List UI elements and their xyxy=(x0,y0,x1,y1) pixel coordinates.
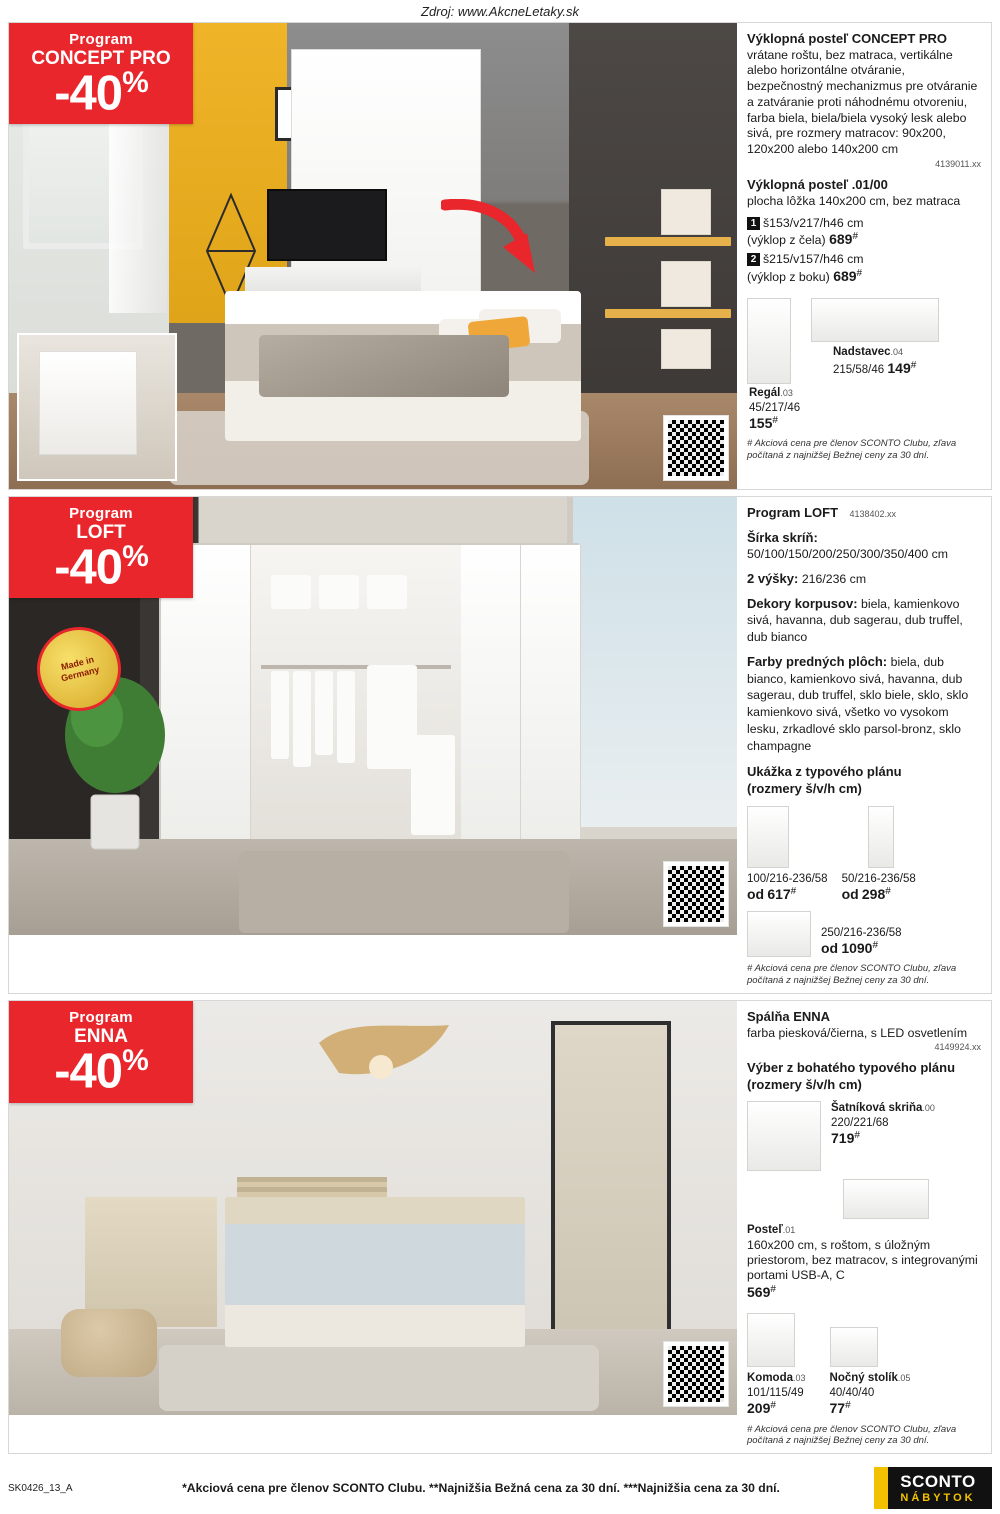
price-hash: # xyxy=(885,886,891,898)
promo-badge-loft xyxy=(9,497,193,598)
item-suffix: .03 xyxy=(793,1373,806,1384)
promo-badge-concept-pro xyxy=(9,23,193,124)
price-hash: # xyxy=(872,940,879,952)
footnote: # Akciová cena pre členov SCONTO Clubu, zľava počítaná z najnižšej Bežnej ceny za 30 dní. xyxy=(747,963,957,987)
plan-item-dims: 50/216-236/58 xyxy=(841,872,916,885)
footnote: # Akciová cena pre členov SCONTO Clubu, zľava počítaná z najnižšej Bežnej ceny za 30 dní. xyxy=(747,1423,957,1447)
promo-program-label: Program xyxy=(69,505,133,522)
section-enna xyxy=(8,1000,992,1454)
wall-shelf xyxy=(605,309,731,318)
item-wardrobe xyxy=(747,1101,981,1171)
hanging-garment xyxy=(293,671,311,767)
carpet xyxy=(239,851,569,933)
plan-title: Výber z bohatého typového plánu (rozmery š/v/h cm) xyxy=(747,1060,956,1092)
variant-dims: š153/v217/h46 cm xyxy=(763,215,864,230)
hanging-garment xyxy=(337,671,355,763)
spec-value: 50/100/150/200/250/300/350/400 cm xyxy=(747,547,949,562)
variant-note: (výklop z boku) xyxy=(747,270,830,285)
variant-number: 1 xyxy=(747,217,760,230)
promo-percent: % xyxy=(122,66,148,100)
promo-program-name: ENNA xyxy=(74,1026,128,1048)
plan-title: Ukážka z typového plánu xyxy=(747,764,902,780)
blanket xyxy=(259,335,509,397)
price-hash: # xyxy=(854,1130,860,1142)
enna-info xyxy=(737,1001,991,1453)
spec-row xyxy=(747,571,981,588)
variant-description: plocha lôžka 140x200 cm, bez matraca xyxy=(747,193,961,208)
closed-wall-bed xyxy=(39,351,137,455)
variant-number: 2 xyxy=(747,253,760,266)
accessory-regal-text xyxy=(749,386,981,432)
shelf-box xyxy=(319,575,359,609)
accessory-price: 155 xyxy=(749,414,773,431)
item-dims: 40/40/40 xyxy=(829,1386,875,1399)
rug xyxy=(159,1345,599,1411)
item-price: 77 xyxy=(829,1400,846,1417)
item-description: 160x200 cm, s roštom, s úložným priestorom, bez matracov, s integrovanými portami USB-A, C xyxy=(747,1237,978,1283)
spec-label: Dekory korpusov: xyxy=(747,595,858,611)
plan-heading xyxy=(747,764,981,797)
item-name: Posteľ xyxy=(747,1224,783,1237)
storage-box xyxy=(661,189,711,235)
program-title-row xyxy=(747,505,981,522)
item-name: Nočný stolík xyxy=(829,1372,898,1385)
pouf xyxy=(61,1309,157,1377)
promo-program-name: LOFT xyxy=(76,522,126,544)
accessory-name: Nadstavec xyxy=(833,346,891,359)
item-nocny-stolik xyxy=(830,1313,911,1417)
item-row xyxy=(747,1313,981,1417)
section-loft xyxy=(8,496,992,994)
qr-code[interactable] xyxy=(663,1341,729,1407)
plan-item-price: 1090 xyxy=(841,939,873,956)
variant-row xyxy=(747,215,981,250)
product-title: Program LOFT xyxy=(747,505,839,520)
plan-item-price: 298 xyxy=(861,885,886,902)
price-hash: # xyxy=(852,231,858,243)
spec-label: 2 výšky: xyxy=(747,570,799,586)
variant-note: (výklop z čela) xyxy=(747,233,826,248)
storage-box xyxy=(661,329,711,369)
wall-shelf xyxy=(605,237,731,246)
internal-drawers xyxy=(411,735,455,835)
nadstavec-thumbnail xyxy=(811,298,939,342)
enna-photo xyxy=(9,1001,737,1415)
variant-row xyxy=(747,251,981,286)
hanging-dress xyxy=(367,665,417,769)
shelf-box xyxy=(367,575,407,609)
item-name: Komoda xyxy=(747,1372,793,1385)
promo-percent: % xyxy=(122,540,148,574)
product-description: vrátane roštu, bez matraca, vertikálne alebo horizontálne otváranie, bezpečnostný mechanizmus pre otváranie a zatváranie proti náhodnému otvoreniu, farba biela, biela/biela vysoký lesk alebo sivá, pre rozmery matracov: 90x200, 120x200 alebo 140x200 cm xyxy=(747,47,978,157)
item-name: Šatníková skriňa xyxy=(831,1102,923,1115)
plan-items xyxy=(747,806,981,904)
item-suffix: .01 xyxy=(782,1225,796,1236)
accessory-dims: 215/58/46 xyxy=(833,363,885,376)
promo-discount: -40 xyxy=(54,1044,123,1099)
item-suffix: .05 xyxy=(897,1373,911,1384)
red-arrow-icon xyxy=(441,199,537,277)
plan-item xyxy=(747,806,828,904)
enna-bed xyxy=(225,1197,525,1347)
accessory-price: 149 xyxy=(887,359,911,376)
plan-item-price-prefix: od xyxy=(841,885,859,902)
plan-subtitle: (rozmery š/v/h cm) xyxy=(747,780,862,796)
product-code: 4138402.xx xyxy=(849,509,897,519)
promo-discount: -40 xyxy=(54,66,123,121)
variant-title: Výklopná posteľ .01/00 xyxy=(747,177,888,193)
logo-line-2: NÁBYTOK xyxy=(900,1492,976,1505)
variant-price: 689 xyxy=(833,268,857,285)
spec-value: biela, kamienkovo sivá, havanna, dub sagerau, dub truffel, dub bianco xyxy=(747,596,963,645)
wardrobe-door xyxy=(461,545,521,841)
item-dims: 220/221/68 xyxy=(831,1116,889,1129)
plan-item-thumbnail xyxy=(868,806,894,868)
item-dims: 101/115/49 xyxy=(747,1386,804,1399)
window xyxy=(567,497,737,827)
storage-box xyxy=(661,261,711,307)
promo-program-name: CONCEPT PRO xyxy=(31,48,171,70)
qr-code[interactable] xyxy=(663,861,729,927)
accessory-suffix: .03 xyxy=(780,388,793,399)
promo-discount: -40 xyxy=(54,540,123,595)
product-description: farba piesková/čierna, s LED osvetlením xyxy=(747,1025,968,1040)
qr-code-image xyxy=(668,1346,724,1402)
promo-percent: % xyxy=(122,1044,148,1078)
dresser xyxy=(85,1197,217,1327)
regal-thumbnail xyxy=(747,298,791,384)
variant-price: 689 xyxy=(829,231,853,248)
promo-program-label: Program xyxy=(69,1009,133,1027)
product-code: 4139011.xx xyxy=(935,158,981,169)
spec-row xyxy=(747,596,981,646)
price-hash: # xyxy=(845,1400,851,1412)
loft-photo xyxy=(9,497,737,935)
price-hash: # xyxy=(790,886,797,898)
wardrobe-thumbnail xyxy=(747,1101,821,1171)
item-komoda xyxy=(747,1313,806,1417)
nocny-stolik-thumbnail xyxy=(830,1327,878,1367)
spec-row xyxy=(747,530,981,563)
shelf-box xyxy=(271,575,311,609)
loft-info xyxy=(737,497,991,993)
accessory-nadstavec xyxy=(801,298,981,377)
footer-disclaimer: *Akciová cena pre členov SCONTO Clubu. **Najnižšia Bežná cena za 30 dní. ***Najnižšia cena za 30 dní. xyxy=(182,1481,780,1496)
accessory-regal xyxy=(747,298,791,384)
product-title: Výklopná posteľ CONCEPT PRO xyxy=(747,31,948,46)
logo-line-1: SCONTO xyxy=(900,1472,976,1492)
wardrobe-door xyxy=(521,545,581,841)
plan-item-thumbnail xyxy=(747,911,811,957)
hanging-garment xyxy=(315,671,333,755)
television xyxy=(267,189,387,261)
spec-label: Farby predných plôch: xyxy=(747,653,888,669)
concept-pro-photo xyxy=(9,23,737,489)
plan-item-dims: 250/216-236/58 xyxy=(821,926,902,939)
leaflet-page xyxy=(0,22,1000,1514)
price-hash: # xyxy=(856,268,863,280)
loft-wardrobe xyxy=(159,543,579,843)
concept-pro-info xyxy=(737,23,991,489)
item-bed xyxy=(747,1179,981,1301)
promo-program-label: Program xyxy=(69,31,133,48)
bed-thumbnail xyxy=(843,1179,929,1219)
plan-item xyxy=(747,911,981,957)
plan-item xyxy=(842,806,916,904)
footnote: # Akciová cena pre členov SCONTO Clubu, zľava počítaná z najnižšej Bežnej ceny za 30 dní. xyxy=(747,438,957,462)
komoda-thumbnail xyxy=(747,1313,795,1367)
plan-item-thumbnail xyxy=(747,806,789,868)
page-code: SK0426_13_A xyxy=(8,1482,73,1494)
plan-item-price: 617 xyxy=(767,885,791,902)
source-line: Zdroj: www.AkcneLetaky.sk xyxy=(421,4,579,19)
qr-code-image xyxy=(668,866,724,922)
clothes-rail xyxy=(261,665,451,669)
inset-photo-closed-bed xyxy=(17,333,177,481)
page-footer xyxy=(8,1462,992,1514)
price-hash: # xyxy=(910,359,917,371)
plan-item-price-prefix: od xyxy=(747,885,765,902)
plan-item-dims: 100/216-236/58 xyxy=(747,872,828,885)
plan-item-price-prefix: od xyxy=(821,939,839,956)
section-concept-pro xyxy=(8,22,992,490)
spec-value: biela, dub bianco, kamienkovo sivá, havanna, dub sagerau, dub truffel, sklo biele, sklo, sklo kamienkovo sivá, všetko vo vysokom lesku, zrkadlové sklo parsol-bronz, sklo champagne xyxy=(747,654,969,753)
qr-code-image xyxy=(668,420,724,476)
qr-code[interactable] xyxy=(663,415,729,481)
enna-wardrobe xyxy=(551,1021,671,1351)
accessory-suffix: .04 xyxy=(890,347,904,358)
product-code: 4149924.xx xyxy=(934,1041,981,1052)
hanging-garment xyxy=(271,671,289,759)
price-hash: # xyxy=(772,415,778,427)
pendant-lamp-icon xyxy=(309,1023,459,1123)
spec-row xyxy=(747,654,981,754)
promo-badge-enna xyxy=(9,1001,193,1102)
item-price: 719 xyxy=(831,1130,855,1147)
price-hash: # xyxy=(770,1284,776,1295)
item-price: 209 xyxy=(747,1400,771,1417)
made-in-germany-badge: Made in Germany xyxy=(28,618,130,720)
accessory-name: Regál xyxy=(749,387,781,400)
variant-dims: š215/v157/h46 cm xyxy=(763,252,864,267)
price-hash: # xyxy=(770,1400,776,1412)
spec-value: 216/236 cm xyxy=(801,571,867,586)
item-price: 569 xyxy=(747,1283,771,1300)
accessory-list xyxy=(747,298,981,384)
item-suffix: .00 xyxy=(922,1103,935,1114)
spec-label: Šírka skríň: xyxy=(747,529,818,545)
pendant-lamp xyxy=(309,1023,459,1123)
accessory-dims: 45/217/46 xyxy=(749,401,801,414)
product-title: Spálňa ENNA xyxy=(747,1009,831,1025)
